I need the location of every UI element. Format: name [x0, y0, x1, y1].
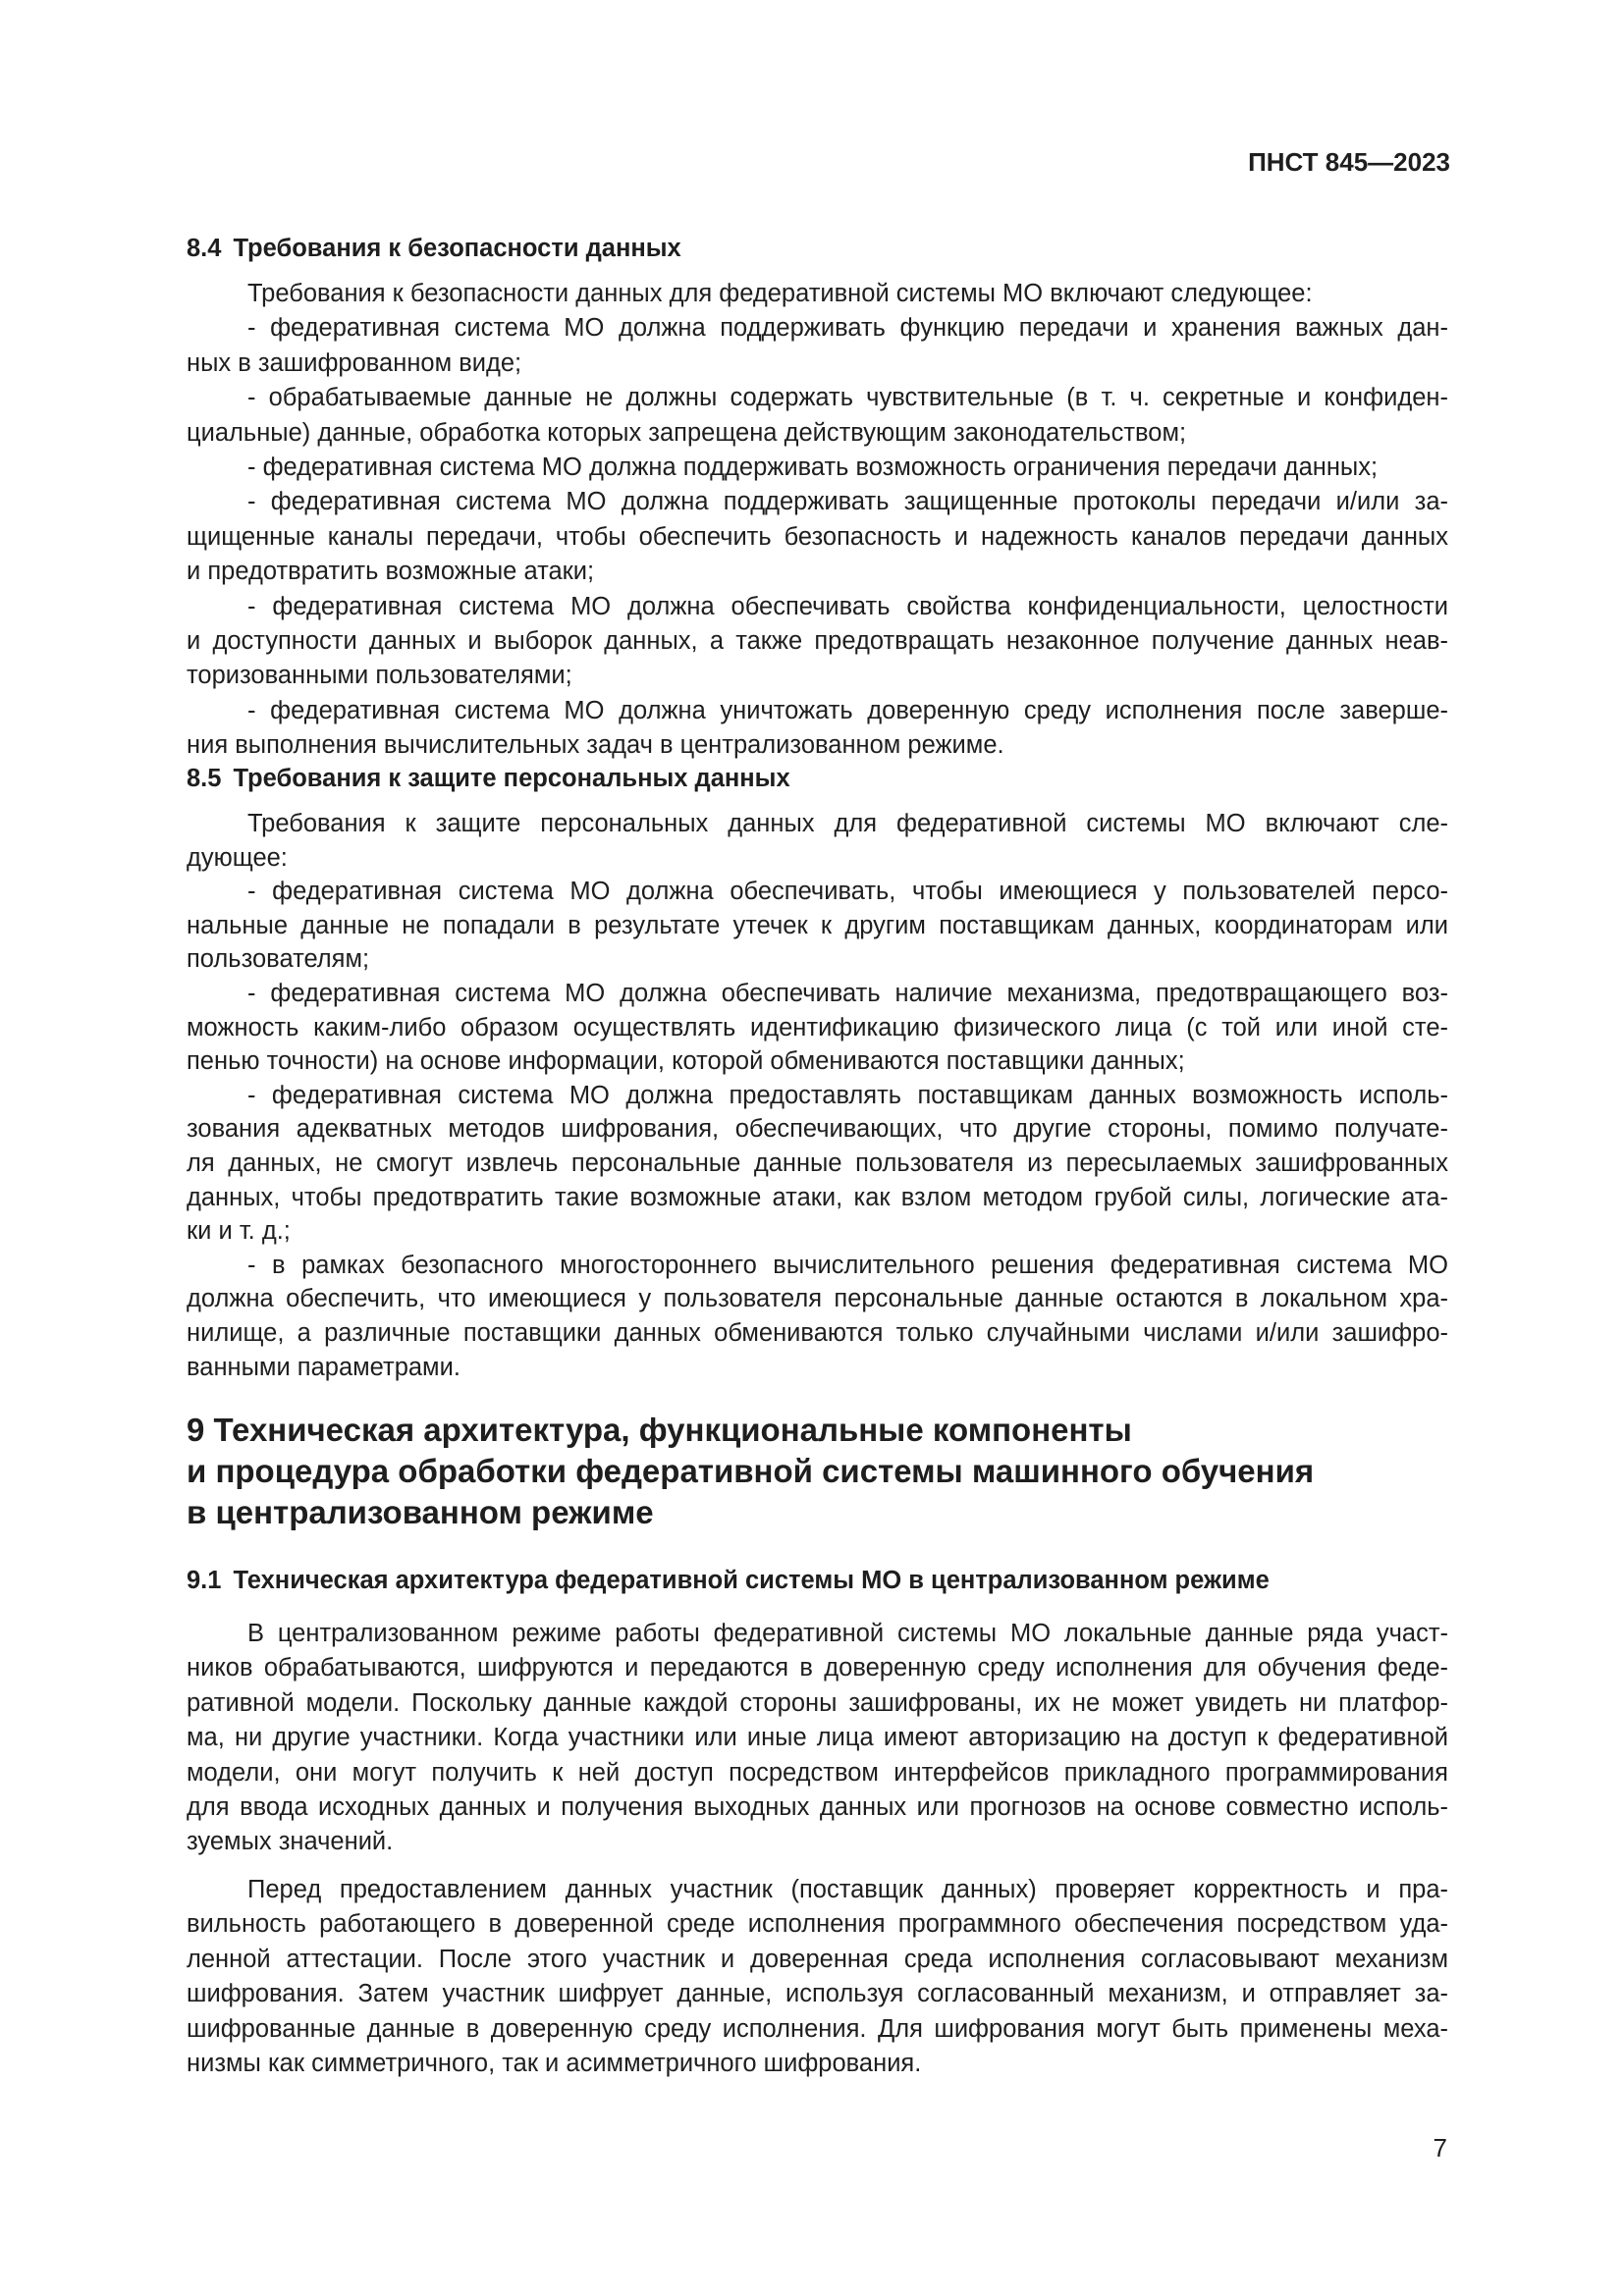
s84-p3-l0: - федеративная система МО должна поддерживать возможность ограничения передачи данных; — [247, 454, 1379, 482]
s85-p3-l0: - федеративная система МО должна предоставлять поставщикам данных возможность исполь- — [247, 1081, 1448, 1109]
s84-p1-l1: ных в зашифрованном виде; — [187, 348, 522, 377]
s91-p1-l5: низмы как симметричного, так и асимметричного шифрования. — [187, 2050, 922, 2078]
s84-p4-l2: и предотвратить возможные атаки; — [187, 558, 595, 586]
page-number: 7 — [1433, 2133, 1447, 2163]
s91-p0-l5: для ввода исходных данных и получения выходных данных или прогнозов на основе совместно исполь- — [187, 1793, 1448, 1822]
s84-p2-l1: циальные) данные, обработка которых запрещена действующим законодательством; — [187, 418, 1187, 447]
section-9-1-paragraph-1 — [187, 1617, 1448, 1860]
s91-p1-l2: ленной аттестации. После этого участник и доверенная среда исполнения согласовывают механизм — [187, 1945, 1448, 1973]
section-9-1-heading — [187, 1564, 1448, 1597]
s85-p0-l1: дующее: — [187, 843, 288, 872]
s85-p0-l0: Требования к защите персональных данных для федеративной системы МО включают сле- — [247, 810, 1448, 837]
section-8-4-heading — [187, 232, 1448, 265]
section-8-5-title: Требования к защите персональных данных — [233, 765, 790, 792]
s85-p3-l3: данных, чтобы предотвратить такие возможные атаки, как взлом методом грубой силы, логические ата- — [187, 1183, 1448, 1211]
s91-p0-l1: ников обрабатываются, шифруются и передаются в доверенную среду исполнения для обучения феде- — [187, 1654, 1448, 1682]
document-number-header: ПНСТ 845—2023 — [1248, 147, 1450, 177]
section-9-title-line-1: 9 Техническая архитектура, функциональные компоненты — [187, 1412, 1132, 1448]
s84-p2-l0: - обрабатываемые данные не должны содержать чувствительные (в т. ч. секретные и конфиден- — [247, 384, 1448, 412]
s84-p0-l0: Требования к безопасности данных для федеративной системы МО включают следующее: — [247, 280, 1313, 307]
s85-p2-l1: можность каким-либо образом осуществлять идентификацию физического лица (с той или иной сте- — [187, 1013, 1448, 1041]
s85-p1-l1: нальные данные не попадали в результате утечек к другим поставщикам данных, координаторам или — [187, 911, 1448, 939]
section-9-1-paragraph-2 — [187, 1873, 1448, 2081]
section-8-5-number: 8.5 — [187, 765, 222, 792]
s85-p2-l2: пенью точности) на основе информации, которой обмениваются поставщики данных; — [187, 1047, 1185, 1076]
s85-p2-l0: - федеративная система МО должна обеспечивать наличие механизма, предотвращающего воз- — [247, 979, 1448, 1007]
s85-p3-l4: ки и т. д.; — [187, 1217, 291, 1246]
s85-p4-l1: должна обеспечить, что имеющиеся у пользователя персональные данные остаются в локальном хра- — [187, 1285, 1448, 1313]
s85-p3-l1: зования адекватных методов шифрования, обеспечивающих, что другие стороны, помимо получате- — [187, 1115, 1448, 1144]
section-8-4-title: Требования к безопасности данных — [233, 235, 681, 262]
s85-p4-l2: нилище, а различные поставщики данных обмениваются только случайными числами и/или зашифро- — [187, 1318, 1448, 1347]
s91-p1-l4: шифрованные данные в доверенную среду исполнения. Для шифрования могут быть применены меха- — [187, 2014, 1448, 2043]
s84-p6-l1: ния выполнения вычислительных задач в централизованном режиме. — [187, 731, 1004, 760]
s84-p5-l0: - федеративная система МО должна обеспечивать свойства конфиденциальности, целостности — [247, 592, 1448, 620]
section-9-1-number: 9.1 — [187, 1567, 222, 1594]
s85-p3-l2: ля данных, не смогут извлечь персональные данные пользователя из пересылаемых зашифрованных — [187, 1148, 1448, 1177]
s91-p0-l4: модели, они могут получить к ней доступ посредством интерфейсов прикладного программирования — [187, 1758, 1448, 1787]
section-9-heading — [187, 1410, 1448, 1533]
section-9-title-line-2: и процедура обработки федеративной системы машинного обучения — [187, 1453, 1315, 1489]
s91-p0-l0: В централизованном режиме работы федеративной системы МО локальные данные ряда участ- — [247, 1620, 1448, 1647]
section-8-5-body — [187, 807, 1448, 1384]
s84-p5-l1: и доступности данных и выборок данных, а также предотвращать незаконное получение данных неав- — [187, 627, 1448, 656]
s91-p1-l3: шифрования. Затем участник шифрует данные, используя согласованный механизм, и отправляет за- — [187, 1980, 1448, 2008]
section-8-4-number: 8.4 — [187, 235, 222, 262]
s91-p0-l2: ративной модели. Поскольку данные каждой стороны зашифрованы, их не может увидеть ни платфор- — [187, 1688, 1448, 1717]
section-8-5-heading — [187, 762, 1448, 795]
s91-p1-l0: Перед предоставлением данных участник (поставщик данных) проверяет корректность и пра- — [247, 1876, 1448, 1903]
s91-p0-l3: ма, ни другие участники. Когда участники или иные лица имеют авторизацию на доступ к федеративной — [187, 1724, 1448, 1752]
s85-p4-l3: ванными параметрами. — [187, 1353, 460, 1381]
s91-p0-l6: зуемых значений. — [187, 1828, 394, 1856]
s84-p1-l0: - федеративная система МО должна поддерживать функцию передачи и хранения важных дан- — [247, 314, 1448, 343]
s84-p4-l0: - федеративная система МО должна поддерживать защищенные протоколы передачи и/или за- — [247, 488, 1448, 516]
s84-p5-l2: торизованными пользователями; — [187, 662, 572, 690]
s85-p1-l0: - федеративная система МО должна обеспечивать, чтобы имеющиеся у пользователей персо- — [247, 878, 1448, 906]
s91-p1-l1: вильность работающего в доверенной среде исполнения программного обеспечения посредством уда- — [187, 1910, 1448, 1939]
s85-p1-l2: пользователям; — [187, 945, 370, 974]
s84-p6-l0: - федеративная система МО должна уничтожать доверенную среду исполнения после заверше- — [247, 696, 1448, 724]
section-9-1-title: Техническая архитектура федеративной системы МО в централизованном режиме — [233, 1567, 1270, 1594]
section-9-title-line-3: в централизованном режиме — [187, 1494, 654, 1530]
s84-p4-l1: щищенные каналы передачи, чтобы обеспечить безопасность и надежность каналов передачи данных — [187, 522, 1448, 551]
section-8-4-body — [187, 277, 1448, 764]
s85-p4-l0: - в рамках безопасного многостороннего вычислительного решения федеративная система МО — [247, 1251, 1448, 1279]
